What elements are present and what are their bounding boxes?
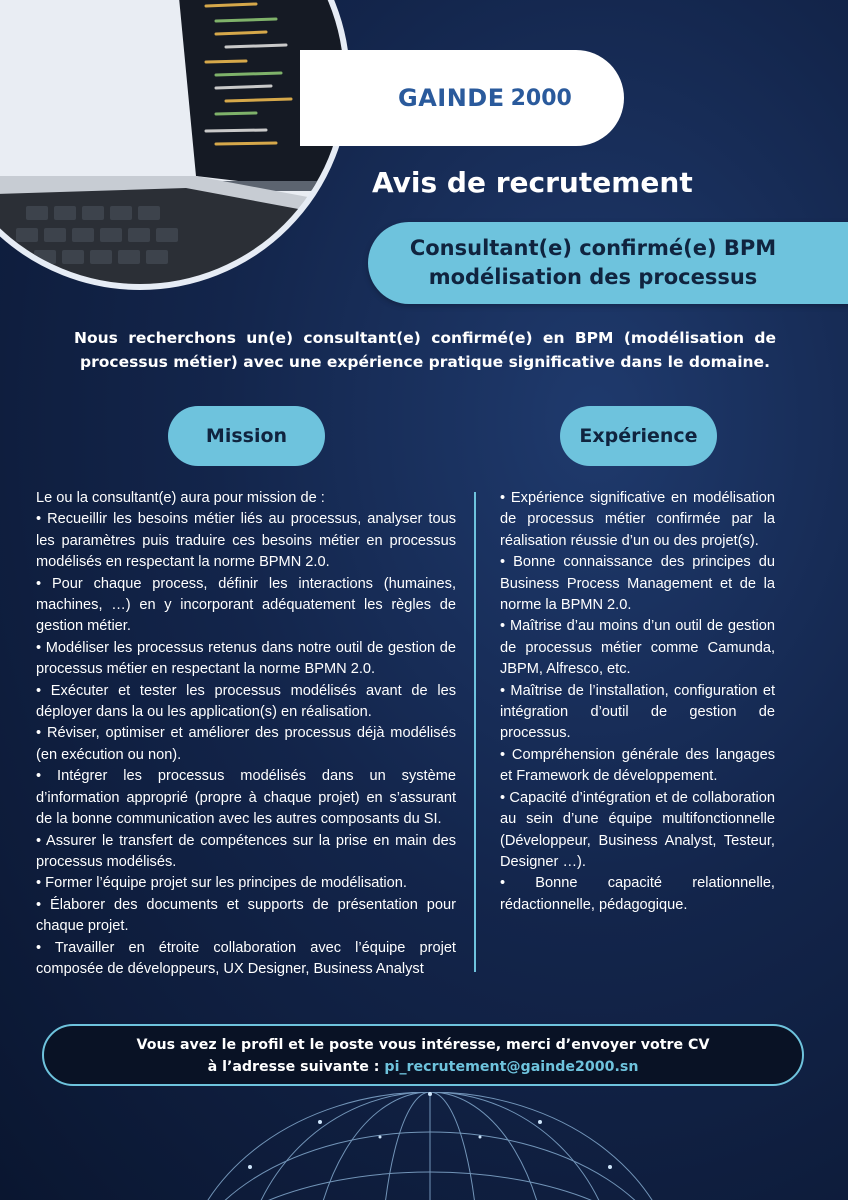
experience-item: • Bonne capacité relationnelle, rédactionnelle, pédagogique. (500, 875, 775, 913)
cta-line-1: Vous avez le profil et le poste vous intéresse, merci d’envoyer votre CV (136, 1037, 710, 1053)
mission-item: • Réviser, optimiser et améliorer des processus déjà modélisés (en exécution ou non). (36, 725, 456, 763)
column-divider (474, 492, 476, 972)
experience-item: • Expérience significative en modélisation de processus métier confirmée par la réalisation réussie d’un ou des projet(s). (500, 490, 775, 549)
mission-item: • Travailler en étroite collaboration avec l’équipe projet composée de développeurs, UX Designer, Business Analyst (36, 939, 456, 977)
laptop-photo (0, 0, 350, 290)
cta-line-2 (44, 1056, 802, 1078)
logo-number: 2000 (510, 85, 572, 111)
announcement-title: Avis de recrutement (372, 166, 693, 199)
job-title-banner (368, 222, 848, 304)
mission-heading: Mission (168, 406, 325, 466)
job-title-line-2: modélisation des processus (428, 265, 758, 289)
experience-heading: Expérience (560, 406, 717, 466)
mission-item: • Exécuter et tester les processus modélisés avant de les déployer dans la ou les application(s) en réalisation. (36, 682, 456, 721)
logo-text: GAINDE (398, 84, 505, 112)
cta-prefix: à l’adresse suivante : (207, 1059, 385, 1075)
experience-column (500, 488, 775, 916)
mission-item: • Intégrer les processus modélisés dans un système d’information approprié (propre à chaque projet) en s’assurant de la bonne communication avec les autres composants du SI. (36, 768, 456, 828)
mission-item: • Assurer le transfert de compétences sur la prise en main des processus modélisés. (36, 832, 456, 870)
experience-item: • Maîtrise d’au moins d’un outil de gestion de processus métier comme Camunda, JBPM, Alfresco, etc. (500, 618, 775, 678)
contact-email-link[interactable]: pi_recrutement@gainde2000.sn (384, 1059, 639, 1075)
logo-bar (300, 50, 624, 146)
mission-lead: Le ou la consultant(e) aura pour mission de : (36, 490, 325, 506)
experience-item: • Bonne connaissance des principes du Business Process Management et de la norme la BPMN 2.0. (500, 554, 775, 614)
contact-call-to-action (42, 1024, 804, 1086)
intro-paragraph: Nous recherchons un(e) consultant(e) confirmé(e) en BPM (modélisation de processus métier) avec une expérience pratique significative dans le domaine. (74, 329, 776, 371)
experience-item: • Capacité d’intégration et de collaboration au sein d’une équipe multifonctionnelle (Développeur, Business Analyst, Testeur, Designer …). (500, 789, 775, 870)
experience-item: • Maîtrise de l’installation, configuration et intégration d’outil de gestion de processus. (500, 682, 775, 742)
mission-column (36, 488, 456, 980)
job-title-line-1: Consultant(e) confirmé(e) BPM (409, 236, 777, 260)
mission-item: • Pour chaque process, définir les interactions (humaines, machines, …) en y incorporant adéquatement les règles de gestion métier. (36, 575, 456, 635)
mission-item: • Recueillir les besoins métier liés au processus, analyser tous les paramètres puis traduire ces besoins métier en processus modélisés en respectant la norme BPMN 2.0. (36, 511, 456, 571)
mission-item: • Élaborer des documents et supports de présentation pour chaque projet. (36, 896, 456, 935)
globe-decoration (170, 1092, 690, 1200)
mission-item: • Former l’équipe projet sur les principes de modélisation. (36, 875, 407, 892)
experience-item: • Compréhension générale des langages et Framework de développement. (500, 746, 775, 785)
mission-item: • Modéliser les processus retenus dans notre outil de gestion de processus métier en respectant la norme BPMN 2.0. (36, 639, 456, 678)
company-logo (398, 84, 572, 112)
